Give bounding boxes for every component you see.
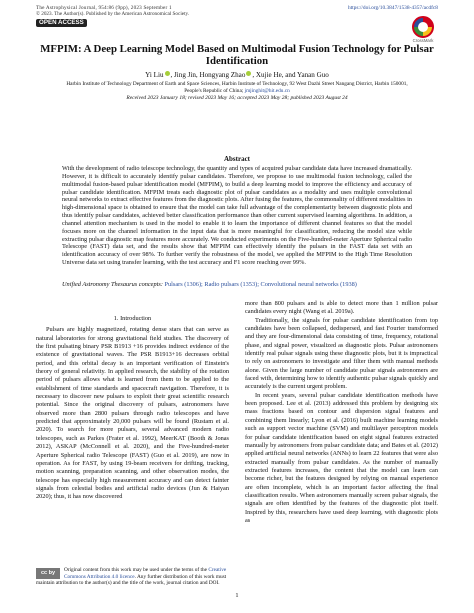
copyright-line: © 2023. The Author(s). Published by the American Astronomical Society. bbox=[36, 11, 190, 18]
body-paragraph: Pulsars are highly magnetized, rotating dense stars that can serve as natural laboratories for strong gravitational field studies. The discovery of the first pulsating binary PSR B1913 +16 provides indirect evidence of the existence of gravitational waves. The PSR B1913+16 decreases orbital period, and this orbital decay is an important verification of Einstein's theory of general relativity. In applied research, the stability of the rotation period of pulsars allows what is learned from them to be applied to the establishment of time standards and spacecraft navigation. Therefore, it is necessary to discover new pulsars to exploit their great scientific research potential. Since the original discovery of pulsars, astronomers have observed more than 2800 pulsars through radio telescopes and have predicted that approximately 20,000 pulsars will be found (Rustam et al. 2020). To search for more pulsars, several advanced modern radio telescopes, such as Parkes (Frater et al. 1992), MeerKAT (Booth & Jonas 2012), ASKAP (McConnell et al. 2020), and the Five-hundred-meter Aperture Spherical radio Telescope (FAST) (Guo et al. 2019), are now in operation. As for FAST, by using 19-beam receivers for drifting, tracking, motion scanning, preparation scanning, and other observation modes, the telescope has especially high measurement accuracy and can detect fainter signals from celestial bodies and artificial radio devices (Jun & Haiyan 2020); thus, it has now discovered bbox=[36, 326, 229, 501]
uat-concepts bbox=[62, 281, 412, 289]
author-name: , Xujie He, and Yanan Guo bbox=[252, 71, 329, 79]
affiliation-line: Harbin Institute of Technology Department of Earth and Space Sciences, Harbin Institute of Technology, 92 West Dazhi Street Nangang District, Harbin 150001, bbox=[66, 81, 408, 87]
open-access-badge: OPEN ACCESS bbox=[36, 19, 87, 27]
journal-header bbox=[36, 5, 189, 27]
page-number: 1 bbox=[235, 592, 239, 599]
journal-citation: The Astrophysical Journal, 954:86 (9pp), 2023 September 1 bbox=[36, 5, 172, 11]
author-list bbox=[36, 71, 438, 79]
footnote-text: Original content from this work may be used under the terms of the bbox=[64, 567, 209, 573]
email-link[interactable]: jmjinghit@hit.edu.cn bbox=[244, 87, 290, 94]
abstract-heading: Abstract bbox=[223, 155, 251, 163]
paper-title: MFPIM: A Deep Learning Model Based on Multimodal Fusion Technology for Pulsar Identification bbox=[40, 43, 434, 68]
doi-link[interactable]: https://doi.org/10.3847/1538-4357/acdfc8 bbox=[347, 5, 438, 11]
author-name: Yi Liu bbox=[145, 71, 164, 79]
affiliation-line: People's Republic of China; bbox=[184, 87, 245, 94]
license-link[interactable]: Creative Commons Attribution 4.0 licence bbox=[64, 567, 227, 580]
body-paragraph: In recent years, several pulsar candidate identification methods have been proposed. Lee et al. (2013) addressed this problem by designing six mass fractions based on contour and dispersion signal features and combining them linearly; Lyon et al. (2016) built machine learning models such as support vector machine (SVM) and multilayer perceptron models for pulsar candidate identification based on eight signal features extracted manually by astronomers from pulsar candidate data; and Bates et al. (2012) applied artificial neural networks (ANNs) to learn 22 features that were also extracted manually from pulsar candidates. As the number of manually extracted features increases, the content that the model can learn can become richer, but the features designed by relying on manual experience are often incomplete, which is an important factor affecting the final classification results. When astronomers manually screen pulsar signals, the signals are often identified by the features of the diagnostic plot itself. Inspired by this, researchers have used deep learning, with diagnostic plots as bbox=[245, 391, 438, 524]
uat-label: Unified Astronomy Thesaurus concepts: bbox=[62, 281, 163, 288]
orcid-icon[interactable] bbox=[165, 71, 170, 76]
cc-by-icon: cc by bbox=[36, 568, 60, 579]
author-name: , Jing Jin, Hongyang Zhao bbox=[170, 71, 246, 79]
publication-dates: Received 2023 January 18; revised 2023 May 16; accepted 2023 May 28; published 2023 August 24 bbox=[126, 95, 348, 101]
crossmark-label: CrossMark bbox=[412, 38, 434, 43]
license-footnote bbox=[36, 567, 229, 587]
orcid-icon[interactable] bbox=[246, 71, 251, 76]
abstract-text: With the development of radio telescope technology, the quantity and types of acquired pulsar candidate data have increased dramatically. However, it is difficult to accurately identify pulsar candidates. Therefore, we propose to use multimodal fusion technology, called the multimodal fusion-based pulsar identification model (MFPIM), to build a deep learning model to improve the efficiency and accuracy of pulsar candidate identification. MFPIM treats each diagnostic plot of pulsar candidates as a modality and uses multiple convolutional neural networks to extract effective features from the diagnostic plots. After fusing the features, the commonality of different modalities in high-dimensional space is obtained to ensure that the model can take full advantage of the complementarity between diagnostic plots and thus identify pulsar candidates, achieved better classification performance than other current supervised learning algorithms. In addition, a channel attention mechanism is used in the model to enable it to learn the importance of different channel features so that the model focuses more on the channel information in the input data that is more meaningful for classification, reducing the model size while extracting pulsar diagnostic map features more accurately. We conducted experiments on the Five-hundred-meter Aperture Spherical radio Telescope (FAST) data set, and the results show that MFPIM can effectively identify the pulsars in the FAST data set with an identification accuracy of over 98%. To further verify the robustness of the model, we applied the MFPIM to the High Time Resolution Universe data set using transfer learning, with the test accuracy and F1 score reaching over 99%. bbox=[62, 165, 412, 267]
footnote-text: . Any further distribution of this work must maintain attribution to the author(s) and the title of the work, journal citation and DOI. bbox=[36, 573, 227, 586]
body-paragraph: Traditionally, the signals for pulsar candidate identification from top candidates have been collapsed, dedispersed, and fast Fourier transformed and they are four-dimensional data consisting of time, frequency, rotational phase, and signal power, visualized as diagnostic plots. Pulsar astronomers identify real pulsar signals using these diagnostic plots, but it is impractical to rely on astronomers to investigate and filter them with manual methods alone. Given the large number of candidate pulsar signals astronomers are faced with, determining how to identify authentic pulsar signals quickly and accurately is the current urgent problem. bbox=[245, 316, 438, 391]
affiliation bbox=[36, 81, 438, 94]
uat-concept-links[interactable]: Pulsars (1306); Radio pulsars (1353); Convolutional neural networks (1938) bbox=[164, 281, 357, 288]
body-paragraph: more than 800 pulsars and is able to detect more than 1 million pulsar candidates every night (Wang et al. 2019a). bbox=[245, 300, 438, 316]
crossmark-icon[interactable] bbox=[412, 16, 434, 42]
right-column bbox=[245, 300, 438, 525]
left-column bbox=[36, 315, 229, 502]
section-heading: 1. Introduction bbox=[113, 315, 152, 322]
